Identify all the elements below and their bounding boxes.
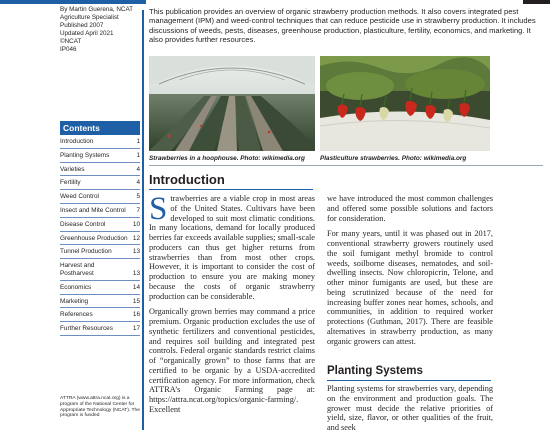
- intro-paragraph-1-text: trawberries are a viable crop in most areas of the United States. Cultivars have been developed to suit most climatic conditions. In many locations, demand for locally produced berries far exceeds available supplies; small-scale producers can thus get higher returns from strawberries than from most other crops. However, it is important to consider the cost of production to ensure you are making money because the costs of organic strawberry production can be considerable.: [149, 194, 315, 301]
- planting-systems-heading: Planting Systems: [327, 365, 423, 377]
- meta-updated: Updated April 2021: [60, 30, 114, 37]
- contents-item[interactable]: [60, 308, 140, 322]
- contents-item[interactable]: [60, 190, 140, 204]
- contents-item-label: Greenhouse Production: [60, 234, 128, 242]
- contents-item-label: Varieties: [60, 165, 85, 173]
- contents-item-label: Introduction: [60, 138, 94, 145]
- contents-item-page: 17: [132, 325, 140, 333]
- contents-item-page: 15: [132, 297, 140, 305]
- contents-item-page: 12: [132, 234, 140, 242]
- contents-title: Contents: [60, 121, 140, 135]
- contents-item[interactable]: [60, 135, 140, 149]
- top-bar-accent: [0, 0, 146, 4]
- contents-item-label: Further Resources: [60, 325, 113, 333]
- sidebar: [60, 6, 140, 54]
- hoophouse-photo: [149, 56, 315, 151]
- contents-item-page: 14: [132, 283, 140, 291]
- planting-systems-body: [327, 384, 493, 439]
- intro-paragraph-4: For many years, until it was phased out in 2017, conventional strawberry growers routinely used the soil fumigant methyl bromide to control weeds, soilborne diseases, nematodes, and soil-dwelling insects. Now chloropicrin, Telone, and other minor fumigants are used, but these are being scrutinized because of the need for increasing buffer zones near homes, schools, and communities, in addition to required worker protections (Guthman, 2017). There are feasible alternatives in strawberry production, as many organic growers can attest.: [327, 229, 493, 346]
- contents-item-page: 5: [136, 193, 140, 201]
- sidebar-divider: [142, 10, 144, 430]
- top-bar: [0, 0, 550, 4]
- contents-item[interactable]: [60, 259, 140, 281]
- contents-item[interactable]: [60, 204, 140, 218]
- attra-note: ATTRA (www.attra.ncat.org) is a program of the National Center for Appropriate Technology (NCAT). The program is funded: [60, 396, 140, 419]
- body-column-right: [327, 194, 493, 352]
- meta-id: IP046: [60, 46, 77, 53]
- body-column-left: [149, 191, 315, 421]
- plasticulture-photo: [320, 56, 490, 151]
- hoophouse-caption: Strawberries in a hoophouse. Photo: wikimedia.org: [149, 155, 305, 162]
- contents-item-page: 10: [132, 220, 140, 228]
- contents-item-label: Economics: [60, 283, 92, 291]
- intro-paragraph-1: [149, 191, 315, 301]
- contents-item-label: Insect and Mite Control: [60, 206, 126, 214]
- contents-item-label: Weed Control: [60, 193, 99, 201]
- intro-paragraph-2: Organically grown berries may command a price premium. Organic production excludes the use of synthetic fertilizers and conventional pesticides, and requires soil building and integrated pest controls. Federal organic standards restrict claims of “organically grown” to those farms that are certified to be organic by a USDA-accredited certification agency. For more information, check ATTRA’s Organic Farming page at: https://attra.ncat.org/topics/organic-farming/. Excellent: [149, 307, 315, 414]
- contents-item-page: 13: [132, 269, 140, 277]
- top-bar-dark: [523, 0, 550, 4]
- drop-cap: S: [149, 191, 168, 227]
- contents-item-label: Tunnel Production: [60, 248, 112, 256]
- contents-item[interactable]: [60, 149, 140, 163]
- contents-box: [60, 121, 140, 336]
- contents-item-page: 16: [132, 311, 140, 319]
- meta-role: Agriculture Specialist: [60, 14, 119, 21]
- contents-item-label: Planting Systems: [60, 151, 110, 159]
- contents-item[interactable]: [60, 295, 140, 309]
- contents-item-label: Marketing: [60, 297, 89, 305]
- contents-item-page: 4: [136, 165, 140, 173]
- plasticulture-caption: Plasticulture strawberries. Photo: wikimedia.org: [320, 155, 467, 162]
- contents-item[interactable]: [60, 163, 140, 177]
- heading-rule: [149, 189, 313, 190]
- caption-rule: [149, 165, 543, 166]
- contents-item-label: Harvest and Postharvest: [60, 262, 95, 277]
- summary-paragraph: This publication provides an overview of organic strawberry production methods. It also covers integrated pest management (IPM) and weed-control techniques that can reduce pesticide use in strawberry production. It includes discussions of weeds, pests, diseases, greenhouse production, plasticulture, fertility, economics, and marketing. It also provides further resources.: [149, 7, 536, 45]
- meta-published: Published 2007: [60, 22, 104, 29]
- planting-paragraph-1: Planting systems for strawberries vary, depending on the environment and production goals. The grower must decide the relative priorities of yield, size, flavor, or other qualities of the fruit, and seek: [327, 384, 493, 432]
- contents-item[interactable]: [60, 176, 140, 190]
- contents-item-label: Disease Control: [60, 220, 106, 228]
- contents-item[interactable]: [60, 232, 140, 246]
- publication-meta: [60, 6, 140, 54]
- meta-author: By Martin Guerena, NCAT: [60, 6, 134, 13]
- contents-list: [60, 135, 140, 336]
- introduction-heading: Introduction: [149, 172, 225, 187]
- contents-item-page: 7: [136, 206, 140, 214]
- contents-item[interactable]: [60, 322, 140, 336]
- contents-item-page: 1: [136, 151, 140, 159]
- contents-item-label: Fertility: [60, 179, 81, 187]
- contents-item[interactable]: [60, 245, 140, 259]
- contents-item[interactable]: [60, 218, 140, 232]
- meta-copyright: ©NCAT: [60, 38, 82, 45]
- contents-item-label: References: [60, 311, 93, 319]
- contents-item[interactable]: [60, 281, 140, 295]
- contents-item-page: 4: [136, 179, 140, 187]
- contents-item-page: 1: [136, 138, 140, 145]
- heading-rule: [327, 380, 491, 381]
- contents-item-page: 13: [132, 248, 140, 256]
- intro-paragraph-3: we have introduced the most common challenges and offered some possible solutions and factors for consideration.: [327, 194, 493, 223]
